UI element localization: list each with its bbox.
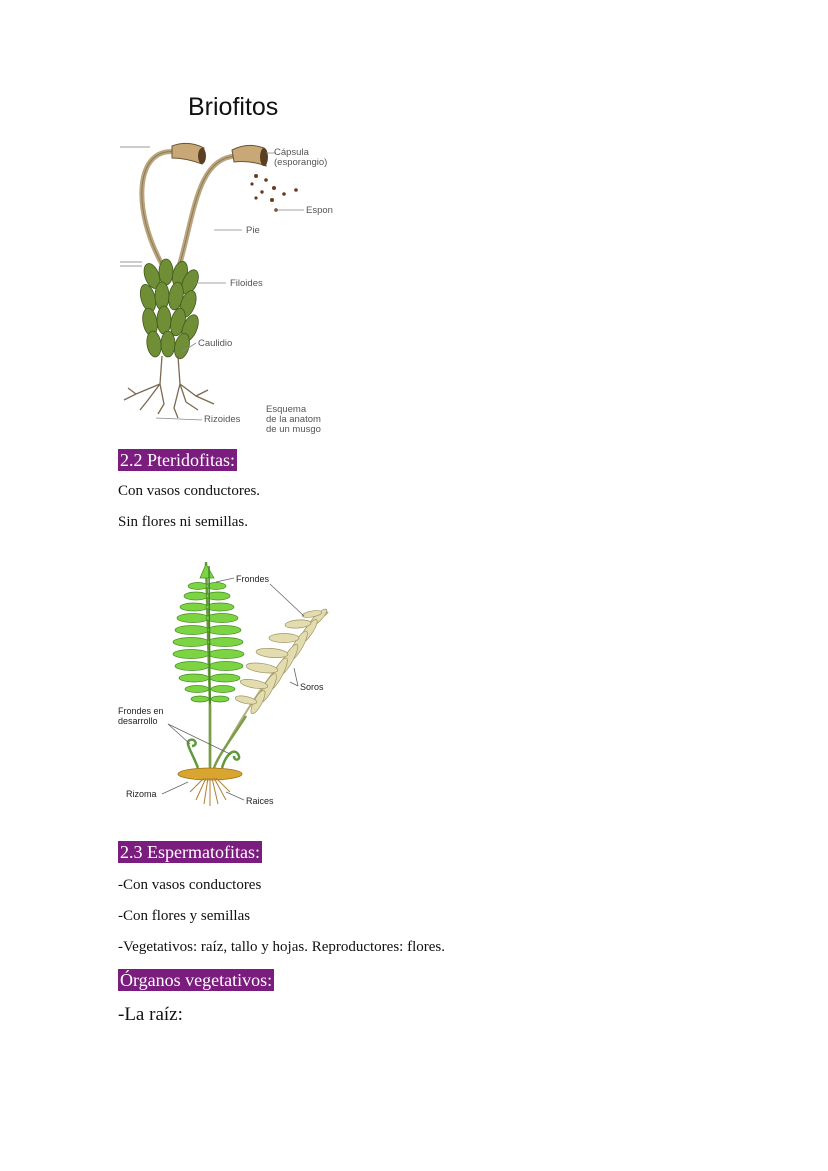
espermatofitas-line-3: -Vegetativos: raíz, tallo y hojas. Reproductores: flores. xyxy=(118,939,445,955)
label-capsule: Cápsula xyxy=(274,147,309,158)
heading-pteridofitas: 2.2 Pteridofitas: xyxy=(120,450,235,470)
espermatofitas-line-2: -Con flores y semillas xyxy=(118,908,251,924)
label-sori: Soros xyxy=(300,682,324,692)
espermatofitas-line-1: -Con vasos conductores xyxy=(118,877,262,893)
label-developing-2: desarrollo xyxy=(118,716,158,726)
pteridofitas-line-2: Sin flores ni semillas. xyxy=(118,514,248,530)
moss-diagram xyxy=(116,138,346,438)
label-phyllids: Filoides xyxy=(230,278,263,289)
moss-figure-title: Briofitos xyxy=(188,93,279,121)
heading-organos-vegetativos: Órganos vegetativos: xyxy=(120,970,273,990)
caption-line-2: de la anatom xyxy=(266,414,321,425)
label-rhizome: Rizoma xyxy=(126,789,157,799)
label-developing-1: Frondes en xyxy=(118,706,164,716)
heading-espermatofitas: 2.3 Espermatofitas: xyxy=(120,842,260,862)
label-rhizoids: Rizoides xyxy=(204,414,241,425)
label-fronds: Frondes xyxy=(236,574,270,584)
label-spores: Espon xyxy=(306,205,333,216)
label-caulid: Caulidio xyxy=(198,338,233,349)
caption-line-1: Esquema xyxy=(266,404,307,415)
label-roots: Raices xyxy=(246,796,274,806)
pteridofitas-line-1: Con vasos conductores. xyxy=(118,483,261,499)
organos-line-raiz: -La raíz: xyxy=(118,1004,183,1025)
label-capsule-sub: (esporangio) xyxy=(274,157,328,168)
fern-diagram xyxy=(118,556,348,816)
label-stalk: Pie xyxy=(246,225,260,236)
caption-line-3: de un musgo xyxy=(266,424,321,435)
